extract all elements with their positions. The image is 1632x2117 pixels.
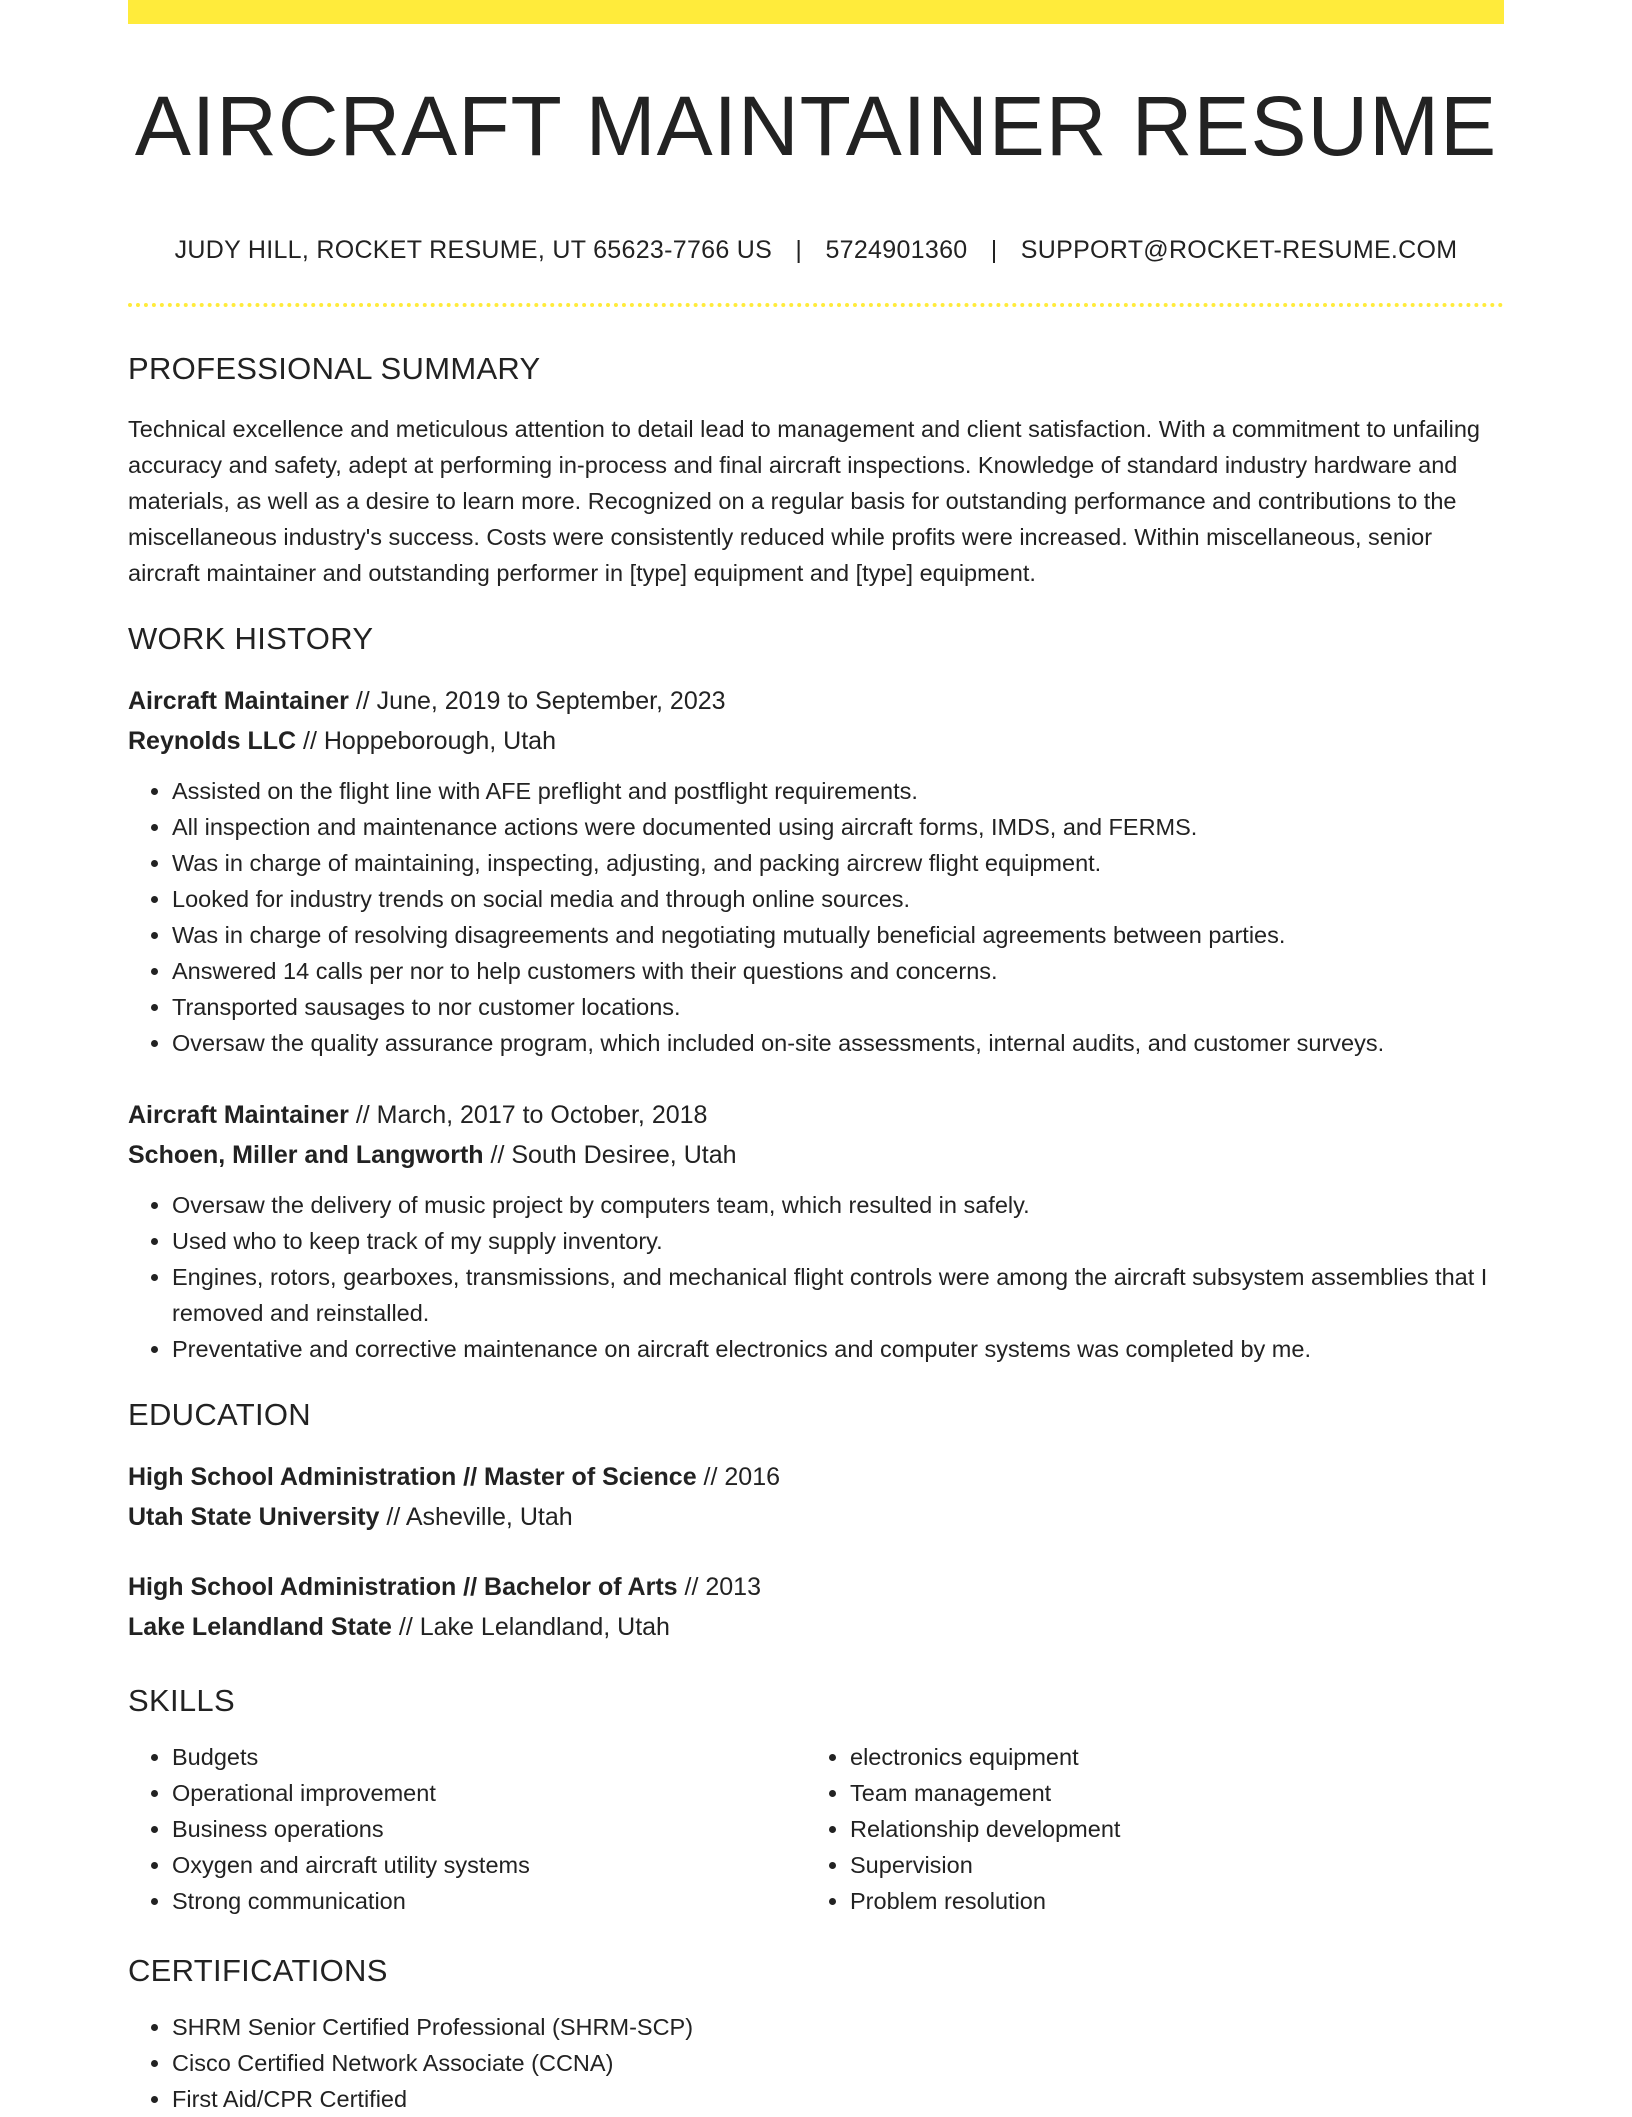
education-degree: High School Administration // Bachelor of Arts xyxy=(128,1573,678,1602)
job-dates: // June, 2019 to September, 2023 xyxy=(348,687,726,716)
list-item: • Team management xyxy=(850,1775,1470,1811)
list-item: • SHRM Senior Certified Professional (SHRM-SCP) xyxy=(172,2009,1504,2045)
list-item: • Preventative and corrective maintenance on aircraft electronics and computer systems was completed by me. xyxy=(172,1331,1504,1367)
contact-separator: | xyxy=(990,236,998,265)
job-location: // Hoppeborough, Utah xyxy=(296,727,556,756)
list-item: • Engines, rotors, gearboxes, transmissions, and mechanical flight controls were among the aircraft subsystem assemblies that I removed and reinstalled. xyxy=(172,1259,1504,1331)
section-heading: PROFESSIONAL SUMMARY xyxy=(128,351,541,387)
summary-section xyxy=(128,351,1504,591)
summary-text: Technical excellence and meticulous attention to detail lead to management and client satisfaction. With a commitment to unfailing accuracy and safety, adept at performing in-process and final aircraft inspections. Knowledge of standard industry hardware and materials, as well as a desire to learn more. Recognized on a regular basis for outstanding performance and contributions to the miscellaneous industry's success. Costs were consistently reduced while profits were increased. Within miscellaneous, senior aircraft maintainer and outstanding performer in [type] equipment and [type] equipment. xyxy=(128,416,1480,587)
resume-page xyxy=(128,0,1504,2117)
education-location: // Lake Lelandland, Utah xyxy=(391,1613,670,1642)
section-heading: SKILLS xyxy=(128,1683,235,1719)
list-item: • Oversaw the quality assurance program, which included on-site assessments, internal audits, and customer surveys. xyxy=(172,1025,1504,1061)
list-item: • Answered 14 calls per nor to help customers with their questions and concerns. xyxy=(172,953,1504,989)
education-degree: High School Administration // Master of Science xyxy=(128,1463,697,1492)
skills-section xyxy=(128,1683,1504,1919)
section-heading: EDUCATION xyxy=(128,1397,311,1433)
job-bullets xyxy=(128,773,1504,1061)
list-item: • Supervision xyxy=(850,1847,1470,1883)
certifications-section xyxy=(128,1953,1504,2117)
list-item: • Oversaw the delivery of music project by computers team, which resulted in safely. xyxy=(172,1187,1504,1223)
list-item: • All inspection and maintenance actions were documented using aircraft forms, IMDS, and FERMS. xyxy=(172,809,1504,845)
list-item: • Budgets xyxy=(172,1739,806,1775)
education-entry xyxy=(128,1567,1504,1647)
list-item: • Relationship development xyxy=(850,1811,1470,1847)
job-company: Reynolds LLC xyxy=(128,727,297,756)
skills-list-left xyxy=(128,1739,806,1919)
contact-phone: 5724901360 xyxy=(825,236,968,265)
list-item: • Business operations xyxy=(172,1811,806,1847)
list-item: • Looked for industry trends on social media and through online sources. xyxy=(172,881,1504,917)
contact-email: SUPPORT@ROCKET-RESUME.COM xyxy=(1020,236,1458,265)
education-section xyxy=(128,1397,1504,1647)
dotted-divider xyxy=(128,303,1504,307)
skills-list-right xyxy=(806,1739,1470,1919)
page-title: AIRCRAFT MAINTAINER RESUME xyxy=(134,79,1498,173)
list-item: • Assisted on the flight line with AFE preflight and postflight requirements. xyxy=(172,773,1504,809)
list-item: • Strong communication xyxy=(172,1883,806,1919)
list-item: • Transported sausages to nor customer locations. xyxy=(172,989,1504,1025)
list-item: • Cisco Certified Network Associate (CCNA) xyxy=(172,2045,1504,2081)
list-item: • Problem resolution xyxy=(850,1883,1470,1919)
contact-line xyxy=(128,236,1504,265)
section-heading: CERTIFICATIONS xyxy=(128,1953,388,1989)
education-year: // 2016 xyxy=(696,1463,781,1492)
list-item: • electronics equipment xyxy=(850,1739,1470,1775)
work-history-section xyxy=(128,621,1504,1367)
list-item: • Used who to keep track of my supply inventory. xyxy=(172,1223,1504,1259)
list-item: • First Aid/CPR Certified xyxy=(172,2081,1504,2117)
education-year: // 2013 xyxy=(677,1573,761,1602)
job-bullets xyxy=(128,1187,1504,1367)
job-title: Aircraft Maintainer xyxy=(128,1101,349,1130)
skills-columns xyxy=(128,1739,1504,1919)
contact-address: JUDY HILL, ROCKET RESUME, UT 65623-7766 US xyxy=(174,236,773,265)
education-school: Lake Lelandland State xyxy=(128,1613,392,1642)
job-entry xyxy=(128,681,1504,761)
education-location: // Asheville, Utah xyxy=(379,1503,573,1532)
list-item: • Was in charge of maintaining, inspecting, adjusting, and packing aircrew flight equipment. xyxy=(172,845,1504,881)
education-school: Utah State University xyxy=(128,1503,380,1532)
contact-separator: | xyxy=(795,236,803,265)
job-location: // South Desiree, Utah xyxy=(483,1141,737,1170)
job-entry xyxy=(128,1095,1504,1175)
list-item: • Oxygen and aircraft utility systems xyxy=(172,1847,806,1883)
education-entry xyxy=(128,1457,1504,1537)
section-heading: WORK HISTORY xyxy=(128,621,374,657)
accent-bar xyxy=(128,0,1504,24)
list-item: • Was in charge of resolving disagreements and negotiating mutually beneficial agreements between parties. xyxy=(172,917,1504,953)
job-dates: // March, 2017 to October, 2018 xyxy=(348,1101,708,1130)
certifications-list xyxy=(128,2009,1504,2117)
job-title: Aircraft Maintainer xyxy=(128,687,349,716)
list-item: • Operational improvement xyxy=(172,1775,806,1811)
job-company: Schoen, Miller and Langworth xyxy=(128,1141,484,1170)
